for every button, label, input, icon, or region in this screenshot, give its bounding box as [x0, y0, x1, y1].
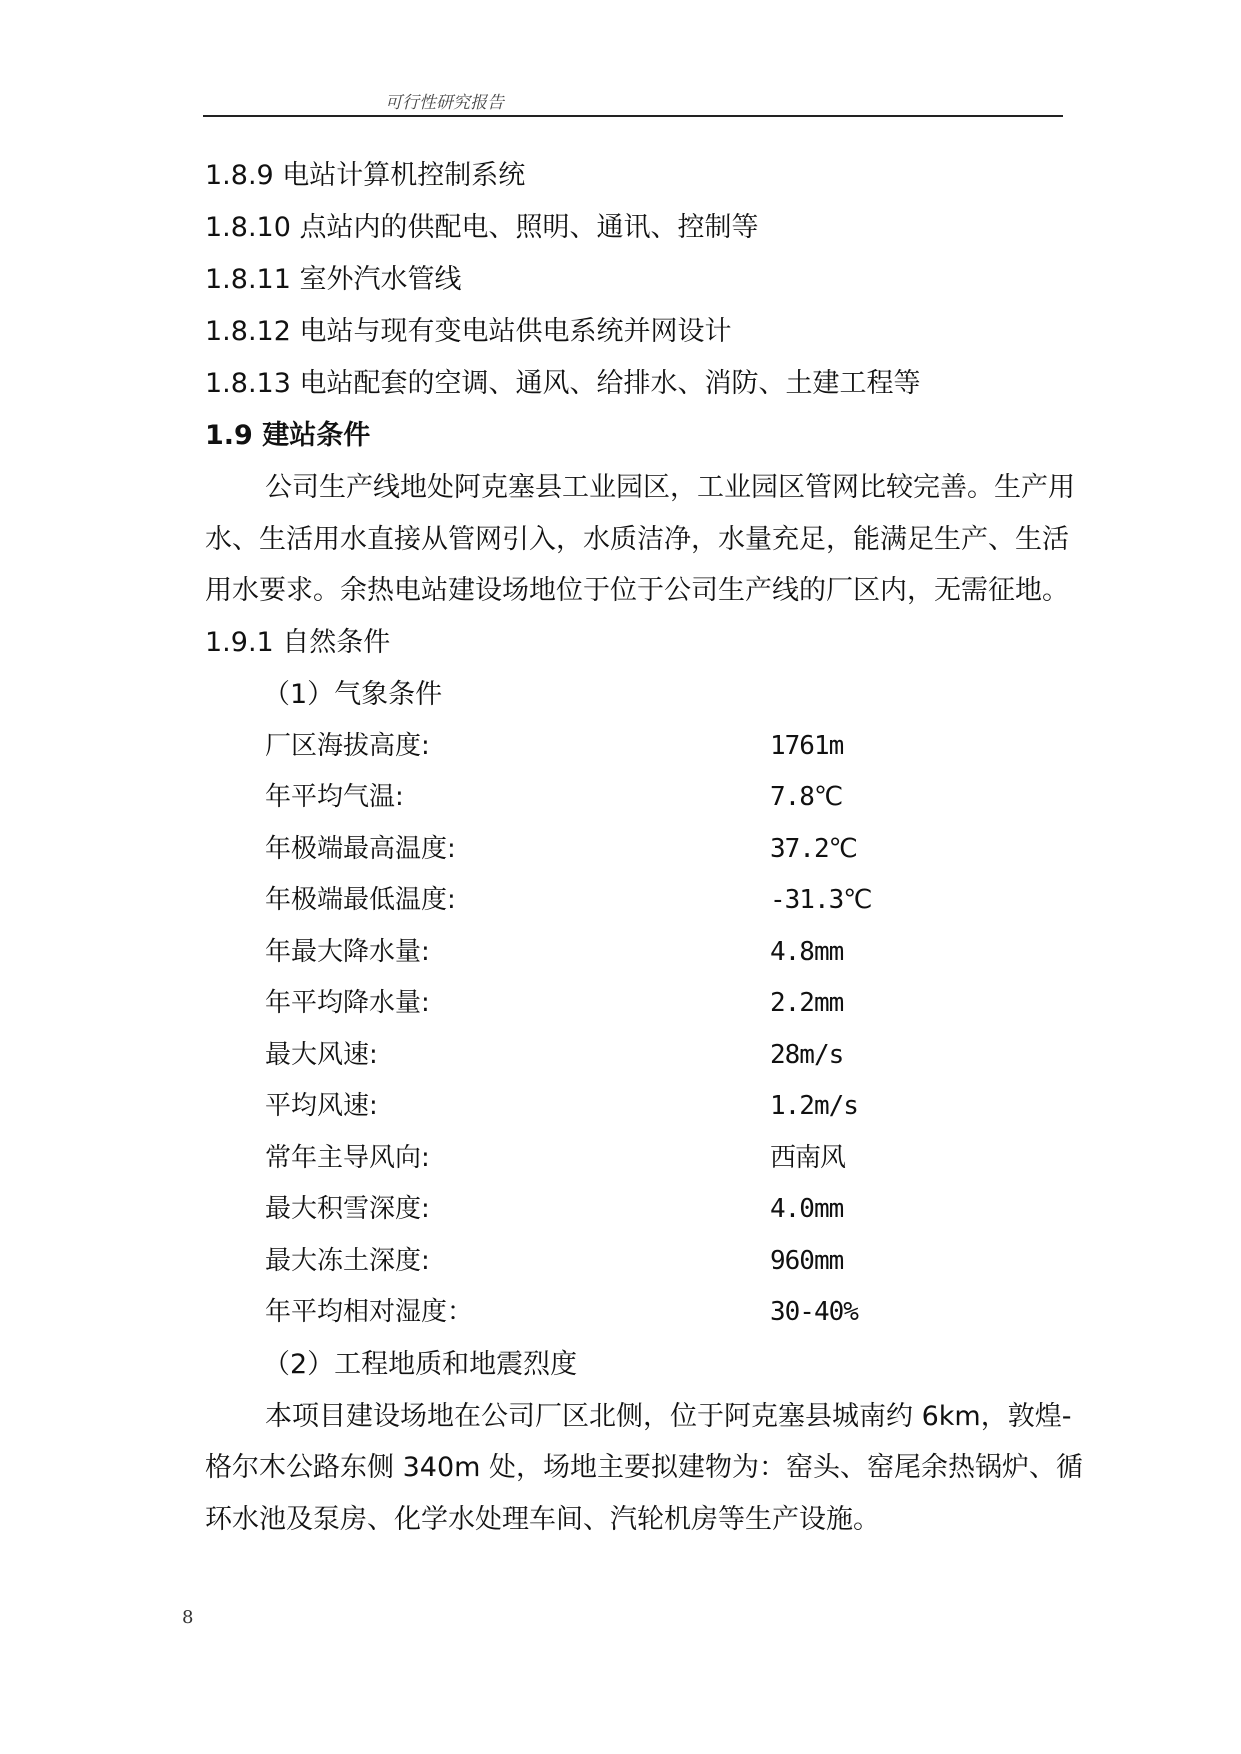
- row-label: 最大冻土深度:: [265, 1245, 430, 1276]
- table-row: [205, 978, 1085, 1030]
- row-value: 西南风: [770, 1142, 846, 1173]
- row-value: 30-40%: [770, 1297, 858, 1327]
- table-row: [205, 824, 1085, 876]
- table-row: [205, 1287, 1085, 1339]
- row-label: 年平均气温:: [265, 782, 404, 812]
- row-label: 平均风速:: [265, 1091, 378, 1121]
- table-row: [205, 1236, 1085, 1288]
- table-row: [205, 1184, 1085, 1236]
- table-row: [205, 1030, 1085, 1082]
- geology-heading: （2）工程地质和地震烈度: [263, 1348, 578, 1380]
- subsection-heading: 1.9.1 自然条件: [205, 626, 391, 658]
- row-label: 年平均降水量:: [265, 988, 430, 1018]
- row-label: 年平均相对湿度：: [265, 1297, 474, 1327]
- list-item: 1.8.13 电站配套的空调、通风、给排水、消防、土建工程等: [205, 368, 921, 399]
- list-item: 1.8.11 室外汽水管线: [205, 264, 462, 295]
- row-value: 960mm: [770, 1245, 844, 1276]
- document-body: [205, 150, 1085, 1545]
- table-row: [205, 875, 1085, 927]
- row-value: 1761m: [770, 730, 844, 761]
- row-value: 7.8℃: [770, 782, 843, 812]
- row-label: 年最大降水量:: [265, 936, 430, 967]
- section-paragraph: 公司生产线地处阿克塞县工业园区，工业园区管网比较完善。生产用水、生活用水直接从管网引入，水质洁净，水量充足，能满足生产、生活用水要求。余热电站建设场地位于位于公司生产线的厂区内，无需征地。: [205, 472, 1075, 606]
- row-value: 28m/s: [770, 1039, 844, 1070]
- row-label: 常年主导风向:: [265, 1142, 430, 1173]
- geology-paragraph: 本项目建设场地在公司厂区北侧，位于阿克塞县城南约 6km，敦煌-格尔木公路东侧 340m 处，场地主要拟建物为：窑头、窑尾余热锅炉、循环水池及泵房、化学水处理车间、汽轮机房等生产设施。: [205, 1400, 1083, 1535]
- row-label: 最大风速:: [265, 1039, 378, 1070]
- row-value: 4.0mm: [770, 1194, 844, 1224]
- table-row: [205, 721, 1085, 773]
- row-label: 年极端最高温度:: [265, 833, 456, 864]
- table-row: [205, 1133, 1085, 1185]
- header-divider: [203, 115, 1063, 117]
- section-heading: 1.9 建站条件: [205, 420, 371, 451]
- header-title: 可行性研究报告: [385, 93, 504, 113]
- table-row: [205, 927, 1085, 979]
- list-item: 1.8.9 电站计算机控制系统: [205, 160, 526, 191]
- row-value: 37.2℃: [770, 833, 857, 864]
- row-label: 年极端最低温度:: [265, 885, 456, 915]
- row-value: -31.3℃: [770, 885, 872, 915]
- table-row: [205, 1081, 1085, 1133]
- row-value: 1.2m/s: [770, 1091, 858, 1121]
- list-item: 1.8.12 电站与现有变电站供电系统并网设计: [205, 316, 732, 347]
- table-row: [205, 772, 1085, 824]
- row-label: 厂区海拔高度:: [265, 730, 430, 761]
- weather-heading: （1）气象条件: [263, 678, 443, 710]
- page-number: 8: [182, 1607, 194, 1628]
- row-value: 4.8mm: [770, 936, 844, 967]
- row-value: 2.2mm: [770, 988, 844, 1018]
- weather-table: [205, 721, 1085, 1339]
- row-label: 最大积雪深度:: [265, 1194, 430, 1224]
- list-item: 1.8.10 点站内的供配电、照明、通讯、控制等: [205, 212, 759, 243]
